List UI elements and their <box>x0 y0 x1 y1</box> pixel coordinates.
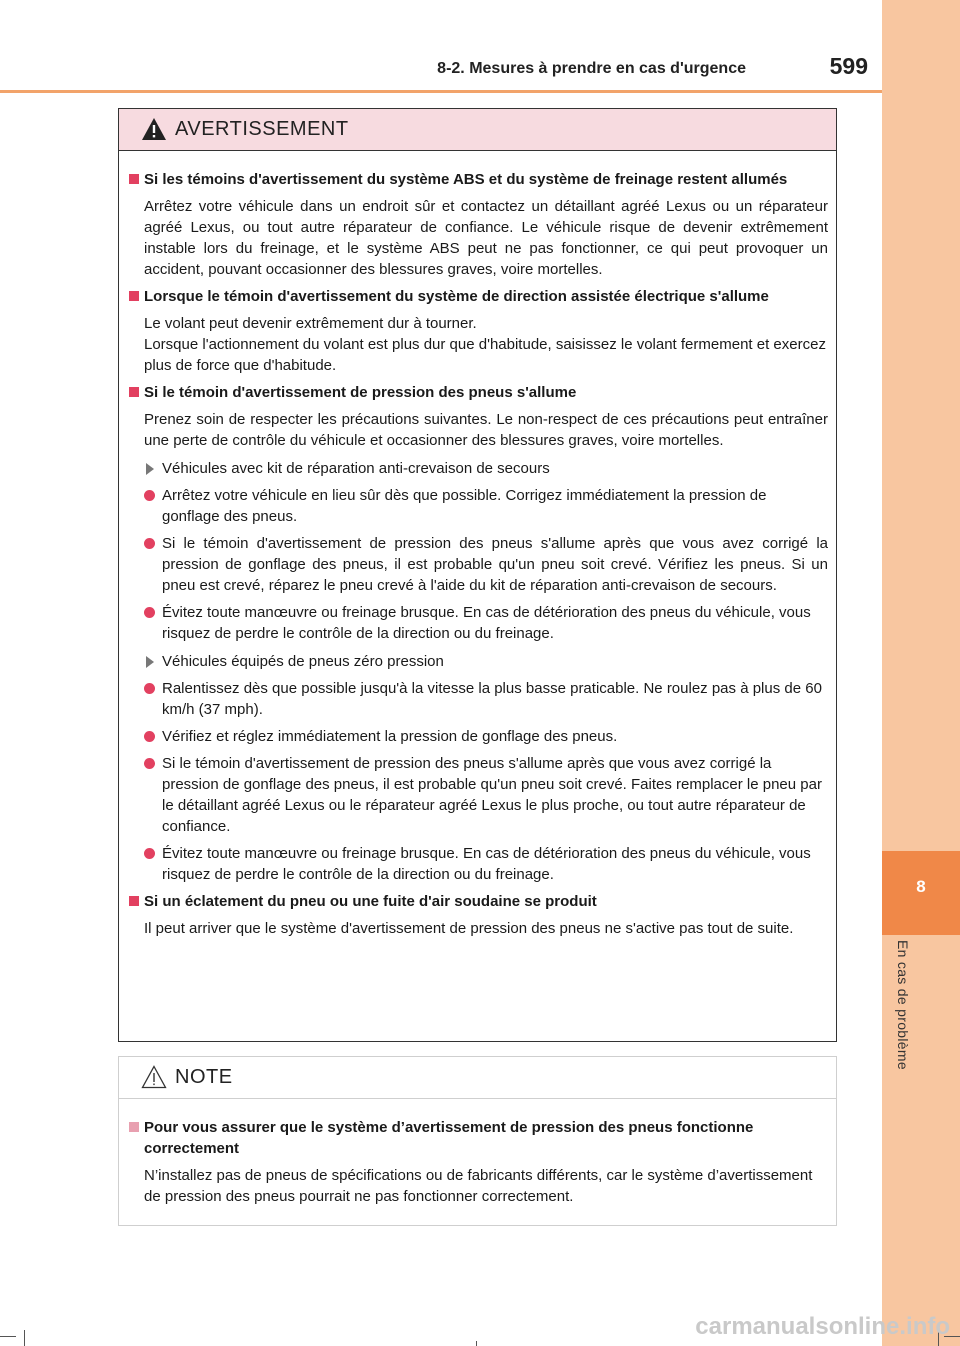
triangle-right-icon <box>146 656 154 668</box>
list-item: Évitez toute manœuvre ou freinage brusque. En cas de détérioration des pneus du véhicule, vous risquez de perdre le contrôle de la direction ou du freinage. <box>144 843 828 885</box>
warning-section-title: Si un éclatement du pneu ou une fuite d'air soudaine se produit <box>129 891 828 912</box>
note-box <box>118 1056 837 1226</box>
warning-box <box>118 108 837 1042</box>
round-bullet-icon <box>144 538 155 549</box>
round-bullet-icon <box>144 607 155 618</box>
note-title: NOTE <box>175 1066 233 1088</box>
vehicle-group-label: Véhicules équipés de pneus zéro pression <box>144 651 828 672</box>
square-bullet-icon <box>129 387 139 397</box>
warning-section-title: Lorsque le témoin d'avertissement du système de direction assistée électrique s'allume <box>129 286 828 307</box>
chapter-number: 8 <box>882 851 960 935</box>
chapter-label: En cas de problème <box>895 940 911 1070</box>
warning-triangle-icon <box>141 117 167 141</box>
warning-header <box>119 109 836 151</box>
chapter-label-box <box>895 940 915 1100</box>
list-item: Ralentissez dès que possible jusqu'à la vitesse la plus basse praticable. Ne roulez pas à plus de 60 km/h (37 mph). <box>144 678 828 720</box>
section-title: 8-2. Mesures à prendre en cas d'urgence <box>437 60 746 77</box>
crop-mark <box>0 1336 16 1337</box>
note-header <box>119 1057 836 1099</box>
round-bullet-icon <box>144 683 155 694</box>
round-bullet-icon <box>144 731 155 742</box>
caution-triangle-icon <box>141 1065 167 1089</box>
crop-mark <box>24 1330 25 1346</box>
watermark: carmanualsonline.info <box>695 1313 950 1340</box>
square-bullet-icon <box>129 1122 139 1132</box>
header-rule <box>0 90 882 93</box>
square-bullet-icon <box>129 174 139 184</box>
list-item: Si le témoin d'avertissement de pression des pneus s'allume après que vous avez corrigé la pression de gonflage des pneus, il est probable qu'un pneu soit crevé. Vérifiez les pneus. Si un pneu est crevé, réparez le pneu crevé à l'aide du kit de réparation anti-crevaison de secours. <box>144 533 828 596</box>
chapter-side-tab <box>882 0 960 1346</box>
warning-section-title: Si les témoins d'avertissement du système ABS et du système de freinage restent allumés <box>129 169 828 190</box>
crop-mark <box>476 1341 477 1346</box>
list-item: Vérifiez et réglez immédiatement la pression de gonflage des pneus. <box>144 726 828 747</box>
round-bullet-icon <box>144 848 155 859</box>
warning-paragraph: Lorsque l'actionnement du volant est plus dur que d'habitude, saisissez le volant fermement et exercez plus de force que d'habitude. <box>144 336 826 374</box>
round-bullet-icon <box>144 490 155 501</box>
triangle-right-icon <box>146 463 154 475</box>
warning-paragraph: Prenez soin de respecter les précautions suivantes. Le non-respect de ces précautions peut entraîner une perte de contrôle du véhicule et occasionner des blessures graves, voire mortelles. <box>144 411 828 449</box>
page-number: 599 <box>829 53 868 79</box>
square-bullet-icon <box>129 896 139 906</box>
round-bullet-icon <box>144 758 155 769</box>
warning-paragraph: Il peut arriver que le système d'avertissement de pression des pneus ne s'active pas tout de suite. <box>144 920 794 937</box>
warning-paragraph: Arrêtez votre véhicule dans un endroit sûr et contactez un détaillant agréé Lexus ou un réparateur agréé Lexus, ou tout autre réparateur de confiance. Le véhicule risque de devenir extrêmement instable lors du freinage, et le système ABS peut ne pas fonctionner, ce qui peut provoquer un accident, pouvant occasionner des blessures graves, voire mortelles. <box>144 198 828 278</box>
list-item: Arrêtez votre véhicule en lieu sûr dès que possible. Corrigez immédiatement la pression de gonflage des pneus. <box>144 485 828 527</box>
list-item: Si le témoin d'avertissement de pression des pneus s'allume après que vous avez corrigé la pression de gonflage des pneus, il est probable qu'un pneu soit crevé. Faites remplacer le pneu par le détaillant agréé Lexus ou le réparateur agréé Lexus le plus proche, ou tout autre réparateur de confiance. <box>144 753 828 837</box>
warning-section-title: Si le témoin d'avertissement de pression des pneus s'allume <box>129 382 828 403</box>
warning-paragraph: Le volant peut devenir extrêmement dur à tourner. <box>144 315 477 332</box>
warning-content <box>119 151 836 939</box>
note-paragraph: N’installez pas de pneus de spécifications ou de fabricants différents, car le système d’avertissement de pression des pneus pourrait ne pas fonctionner correctement. <box>144 1167 813 1205</box>
square-bullet-icon <box>129 291 139 301</box>
note-section-title: Pour vous assurer que le système d’avertissement de pression des pneus fonctionne correctement <box>129 1117 828 1159</box>
list-item: Évitez toute manœuvre ou freinage brusque. En cas de détérioration des pneus du véhicule, vous risquez de perdre le contrôle de la direction ou du freinage. <box>144 602 828 644</box>
warning-title: AVERTISSEMENT <box>175 118 349 140</box>
vehicle-group-label: Véhicules avec kit de réparation anti-crevaison de secours <box>144 458 828 479</box>
note-content <box>119 1099 836 1207</box>
